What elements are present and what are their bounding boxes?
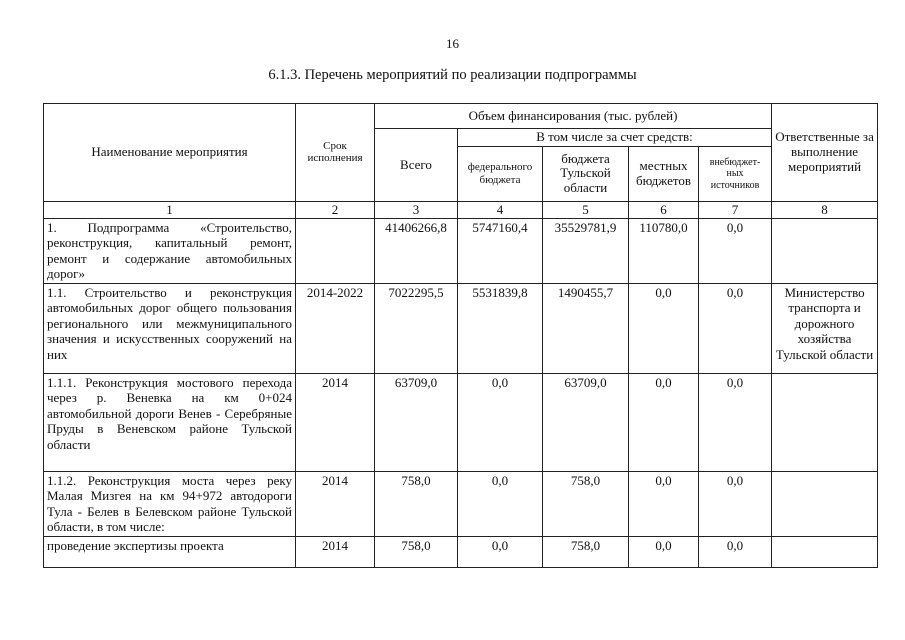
column-number: 3 (375, 201, 458, 218)
measure-name: 1. Подпрограмма «Строительство, реконструкция, капитальный ремонт, ремонт и содержание автомобильных дорог» (44, 218, 296, 283)
measure-total: 7022295,5 (375, 283, 458, 373)
measure-term: 2014-2022 (296, 283, 375, 373)
measure-responsible (772, 373, 878, 471)
column-number: 8 (772, 201, 878, 218)
measure-term: 2014 (296, 373, 375, 471)
measure-responsible (772, 218, 878, 283)
measure-name: 1.1.1. Реконструкция мостового перехода через р. Веневка на км 0+024 автомобильной дороги Венев - Серебряные Пруды в Веневском районе Тульской области (44, 373, 296, 471)
measure-regional: 758,0 (543, 471, 629, 536)
header-regional: бюджета Тульской области (543, 146, 629, 201)
header-local: местных бюджетов (629, 146, 699, 201)
column-number: 1 (44, 201, 296, 218)
measure-local: 0,0 (629, 283, 699, 373)
column-number: 2 (296, 201, 375, 218)
table-row (44, 471, 878, 536)
column-number-row (44, 201, 878, 218)
header-federal: федерального бюджета (458, 146, 543, 201)
measure-total: 41406266,8 (375, 218, 458, 283)
measure-extra: 0,0 (699, 218, 772, 283)
measure-local: 0,0 (629, 536, 699, 567)
header-extra: внебюджет-ных источников (699, 146, 772, 201)
measure-total: 63709,0 (375, 373, 458, 471)
measure-local: 110780,0 (629, 218, 699, 283)
measure-extra: 0,0 (699, 536, 772, 567)
measure-federal: 0,0 (458, 471, 543, 536)
header-name: Наименование мероприятия (44, 104, 296, 202)
measure-name: проведение экспертизы проекта (44, 536, 296, 567)
measure-name: 1.1.2. Реконструкция моста через реку Малая Мизгея на км 94+972 автодороги Тула - Белев в Белевском районе Тульской области, в том числе: (44, 471, 296, 536)
measure-federal: 0,0 (458, 536, 543, 567)
page-number: 16 (446, 36, 459, 51)
measure-responsible (772, 471, 878, 536)
measure-term: 2014 (296, 536, 375, 567)
measure-regional: 758,0 (543, 536, 629, 567)
measure-regional: 63709,0 (543, 373, 629, 471)
header-total: Всего (375, 129, 458, 202)
measure-federal: 0,0 (458, 373, 543, 471)
measure-responsible (772, 536, 878, 567)
measure-regional: 35529781,9 (543, 218, 629, 283)
table-row (44, 218, 878, 283)
table-row (44, 283, 878, 373)
measure-extra: 0,0 (699, 283, 772, 373)
measure-responsible: Министерство транспорта и дорожного хозяйства Тульской области (772, 283, 878, 373)
measure-local: 0,0 (629, 471, 699, 536)
header-term: Срок исполнения (296, 104, 375, 202)
column-number: 7 (699, 201, 772, 218)
header-funding: Объем финансирования (тыс. рублей) (375, 104, 772, 129)
measure-local: 0,0 (629, 373, 699, 471)
measure-total: 758,0 (375, 536, 458, 567)
measure-federal: 5531839,8 (458, 283, 543, 373)
measure-federal: 5747160,4 (458, 218, 543, 283)
measures-table (43, 103, 878, 568)
column-number: 5 (543, 201, 629, 218)
measure-term: 2014 (296, 471, 375, 536)
table-row (44, 373, 878, 471)
table-row (44, 536, 878, 567)
measure-name: 1.1. Строительство и реконструкция автомобильных дорог общего пользования регионального или межмуниципального значения и искусственных сооружений на них (44, 283, 296, 373)
measure-term (296, 218, 375, 283)
document-title: 6.1.3. Перечень мероприятий по реализации подпрограммы (268, 67, 637, 83)
header-responsible: Ответственные за выполнение мероприятий (772, 104, 878, 202)
column-number: 4 (458, 201, 543, 218)
measure-extra: 0,0 (699, 373, 772, 471)
measure-total: 758,0 (375, 471, 458, 536)
header-including: В том числе за счет средств: (458, 129, 772, 147)
measure-extra: 0,0 (699, 471, 772, 536)
measure-regional: 1490455,7 (543, 283, 629, 373)
column-number: 6 (629, 201, 699, 218)
